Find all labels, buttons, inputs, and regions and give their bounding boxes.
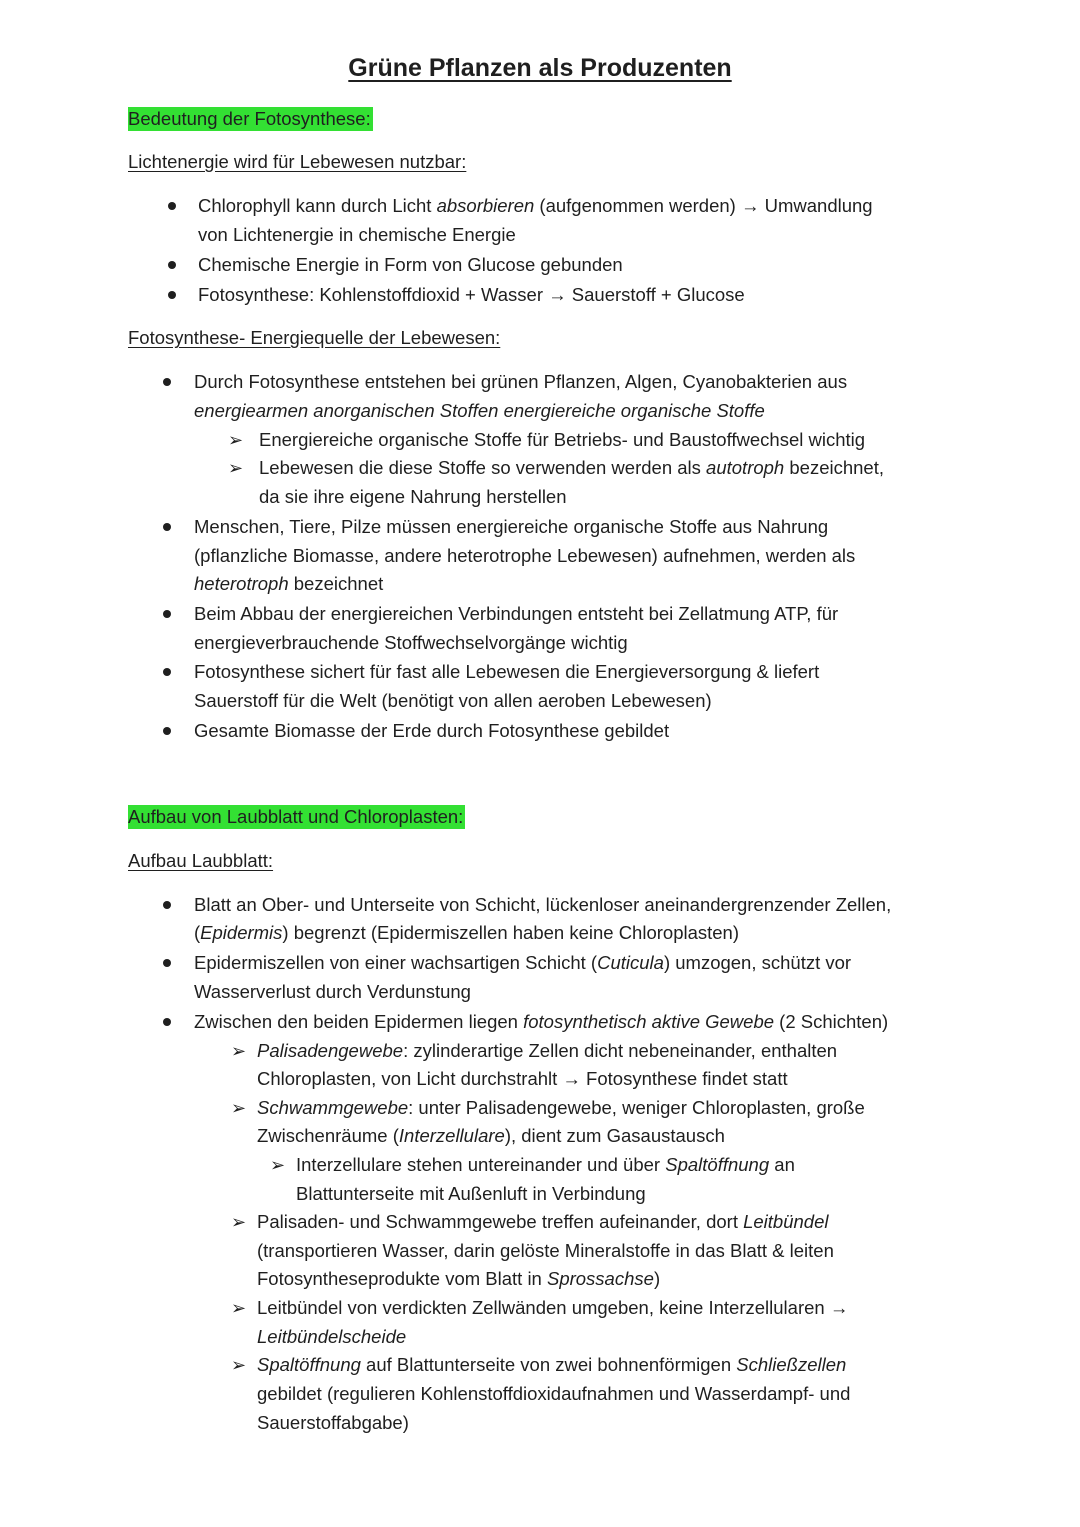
list-item: Blatt an Ober- und Unterseite von Schicht, lückenloser aneinandergrenzender Zellen,: [194, 894, 892, 915]
section-heading-fotosynthese: Bedeutung der Fotosynthese:: [128, 108, 371, 129]
bullet-icon: [168, 261, 176, 269]
sub-list-item-continuation: Leitbündelscheide: [257, 1326, 407, 1347]
arrow-bullet-icon: ➢: [231, 1298, 247, 1318]
subheading-aufbau-laubblatt: Aufbau Laubblatt:: [128, 850, 274, 871]
arrow-bullet-icon: ➢: [231, 1355, 247, 1375]
arrow-bullet-icon: ➢: [228, 458, 244, 478]
list-item-continuation: von Lichtenergie in chemische Energie: [198, 224, 516, 245]
list-item: Menschen, Tiere, Pilze müssen energiereiche organische Stoffe aus Nahrung: [194, 516, 829, 537]
bullet-icon: [163, 901, 171, 909]
sub-list-item-continuation: gebildet (regulieren Kohlenstoffdioxidaufnahmen und Wasserdampf- und: [257, 1383, 851, 1404]
arrow-bullet-icon: ➢: [270, 1155, 286, 1175]
subheading-lichtenergie: Lichtenergie wird für Lebewesen nutzbar:: [128, 151, 467, 172]
list-item-continuation: (Epidermis) begrenzt (Epidermiszellen haben keine Chloroplasten): [194, 922, 740, 943]
sub-list-item: Palisadengewebe: zylinderartige Zellen dicht nebeneinander, enthalten: [257, 1040, 838, 1061]
bullet-icon: [168, 291, 176, 299]
bullet-icon: [168, 202, 176, 210]
sub-list-item: Energiereiche organische Stoffe für Betriebs- und Baustoffwechsel wichtig: [259, 429, 866, 450]
subheading-energiequelle: Fotosynthese- Energiequelle der Lebewesen:: [128, 327, 501, 348]
sub-sub-list-item: Interzellulare stehen untereinander und über Spaltöffnung an: [296, 1154, 795, 1175]
sub-sub-list-item-continuation: Blattunterseite mit Außenluft in Verbindung: [296, 1183, 646, 1204]
bullet-icon: [163, 959, 171, 967]
arrow-bullet-icon: ➢: [231, 1098, 247, 1118]
list-item: Chlorophyll kann durch Licht absorbieren (aufgenommen werden) → Umwandlung: [198, 195, 873, 216]
bullet-icon: [163, 523, 171, 531]
bullet-icon: [163, 1018, 171, 1026]
sub-list-item: Palisaden- und Schwammgewebe treffen aufeinander, dort Leitbündel: [257, 1211, 829, 1232]
section-heading-aufbau: Aufbau von Laubblatt und Chloroplasten:: [128, 806, 464, 827]
list-item-continuation: energiearmen anorganischen Stoffen energiereiche organische Stoffe: [194, 400, 765, 421]
sub-list-item: Lebewesen die diese Stoffe so verwenden werden als autotroph bezeichnet,: [259, 457, 884, 478]
bullet-icon: [163, 727, 171, 735]
list-item: Chemische Energie in Form von Glucose gebunden: [198, 254, 623, 275]
list-item: Durch Fotosynthese entstehen bei grünen Pflanzen, Algen, Cyanobakterien aus: [194, 371, 848, 392]
list-item: Fotosynthese sichert für fast alle Lebewesen die Energieversorgung & liefert: [194, 661, 820, 682]
sub-list-item: Schwammgewebe: unter Palisadengewebe, weniger Chloroplasten, große: [257, 1097, 865, 1118]
sub-list-item-continuation: Sauerstoffabgabe): [257, 1412, 409, 1433]
bullet-icon: [163, 610, 171, 618]
sub-list-item: Leitbündel von verdickten Zellwänden umgeben, keine Interzellularen →: [257, 1297, 849, 1318]
list-item-continuation: energieverbrauchende Stoffwechselvorgänge wichtig: [194, 632, 628, 653]
sub-list-item-continuation: (transportieren Wasser, darin gelöste Mineralstoffe in das Blatt & leiten: [257, 1240, 834, 1261]
list-item-continuation: (pflanzliche Biomasse, andere heterotrophe Lebewesen) aufnehmen, werden als: [194, 545, 856, 566]
sub-list-item-continuation: Zwischenräume (Interzellulare), dient zum Gasaustausch: [257, 1125, 725, 1146]
list-item: Zwischen den beiden Epidermen liegen fotosynthetisch aktive Gewebe (2 Schichten): [194, 1011, 889, 1032]
arrow-bullet-icon: ➢: [228, 430, 244, 450]
page-title: Grüne Pflanzen als Produzenten: [348, 54, 732, 82]
list-item-continuation: Wasserverlust durch Verdunstung: [194, 981, 471, 1002]
list-item: Fotosynthese: Kohlenstoffdioxid + Wasser → Sauerstoff + Glucose: [198, 284, 745, 305]
sub-list-item-continuation: Chloroplasten, von Licht durchstrahlt → Fotosynthese findet statt: [257, 1068, 788, 1089]
bullet-icon: [163, 668, 171, 676]
list-item: Epidermiszellen von einer wachsartigen Schicht (Cuticula) umzogen, schützt vor: [194, 952, 852, 973]
list-item: Beim Abbau der energiereichen Verbindungen entsteht bei Zellatmung ATP, für: [194, 603, 839, 624]
list-item: Gesamte Biomasse der Erde durch Fotosynthese gebildet: [194, 720, 670, 741]
list-item-continuation: Sauerstoff für die Welt (benötigt von allen aeroben Lebewesen): [194, 690, 712, 711]
arrow-bullet-icon: ➢: [231, 1212, 247, 1232]
sub-list-item: Spaltöffnung auf Blattunterseite von zwei bohnenförmigen Schließzellen: [257, 1354, 847, 1375]
arrow-bullet-icon: ➢: [231, 1041, 247, 1061]
list-item-continuation: heterotroph bezeichnet: [194, 573, 384, 594]
bullet-icon: [163, 378, 171, 386]
sub-list-item-continuation: Fotosyntheseprodukte vom Blatt in Sprossachse): [257, 1268, 661, 1289]
sub-list-item-continuation: da sie ihre eigene Nahrung herstellen: [259, 486, 567, 507]
